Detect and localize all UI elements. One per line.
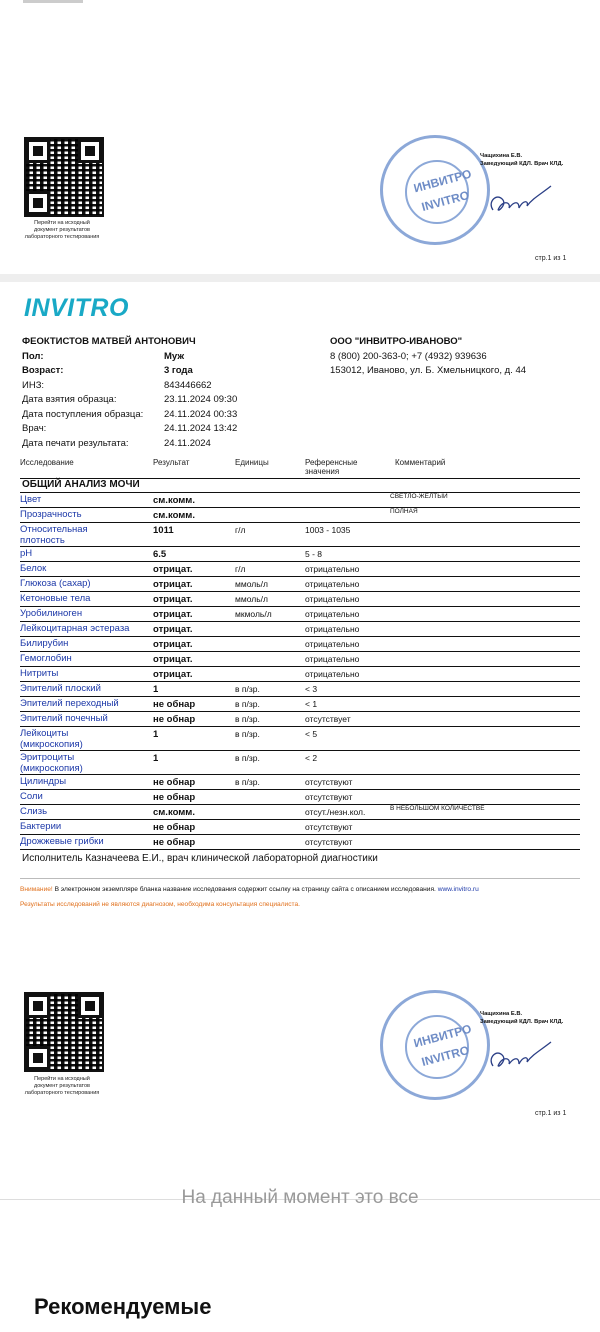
unit-value: в п/зр. (235, 777, 260, 787)
table-row (20, 652, 580, 667)
notice-block (20, 882, 590, 912)
invitro-link[interactable]: www.invitro.ru (437, 886, 479, 893)
test-name-link[interactable]: Эритроциты (микроскопия) (20, 752, 83, 774)
reference-value: отрицательно (305, 669, 360, 679)
result-value: не обнар (153, 699, 196, 710)
table-row (20, 607, 580, 622)
test-name-link[interactable]: pH (20, 548, 33, 559)
comment-value: СВЕТЛО-ЖЕЛТЫЙ (390, 493, 448, 500)
test-name-link[interactable]: Относительная плотность (20, 524, 88, 546)
reference-value: 1003 - 1035 (305, 525, 351, 535)
reference-value: отрицательно (305, 579, 360, 589)
reference-value: < 3 (305, 684, 318, 694)
header-ref: Референсные значения (305, 458, 358, 476)
test-name-link[interactable]: Прозрачность (20, 509, 82, 520)
result-value: 6.5 (153, 549, 167, 560)
result-value: не обнар (153, 822, 196, 833)
test-name-link[interactable]: Эпителий почечный (20, 713, 108, 724)
test-name-link[interactable]: Цвет (20, 494, 42, 505)
lab-stamp-bottom-icon: ИНВИТРО INVITRO (380, 990, 490, 1100)
unit-value: ммоль/л (235, 579, 268, 589)
comment-value: В НЕБОЛЬШОМ КОЛИЧЕСТВЕ (390, 805, 485, 812)
patient-row-value: 24.11.2024 00:33 (164, 408, 238, 420)
invitro-logo: INVITRO (24, 294, 129, 322)
table-row (20, 712, 580, 727)
qr-caption-bottom: Перейти на исходный документ результатов лабораторного тестирования (24, 1076, 100, 1096)
signature-bottom-icon (485, 1028, 555, 1078)
patient-row-label: Возраст: (22, 365, 64, 376)
performer-line: Исполнитель Казначеева Е.И., врач клинической лабораторной диагностики (22, 853, 378, 864)
signer-block: Чащихина Е.В. Заведующий КДЛ. Врач КЛД. (480, 153, 564, 167)
notice-line2: Результаты исследований не являются диагнозом, необходима консультация специалиста. (20, 901, 300, 908)
patient-row-value: 843446662 (164, 379, 212, 391)
table-row (20, 751, 580, 775)
test-name-link[interactable]: Кетоновые тела (20, 593, 91, 604)
table-row (20, 508, 580, 523)
test-name-link[interactable]: Эпителий плоский (20, 683, 101, 694)
table-row (20, 805, 580, 820)
result-value: отрицат. (153, 624, 193, 635)
qr-caption: Перейти на исходный документ результатов лабораторного тестирования (24, 220, 100, 240)
test-name-link[interactable]: Лейкоциты (микроскопия) (20, 728, 83, 750)
table-row (20, 667, 580, 682)
header-comment: Комментарий (395, 458, 446, 467)
qr-code-bottom-icon[interactable] (24, 992, 104, 1072)
patient-row-value: 23.11.2024 09:30 (164, 394, 238, 405)
page-number-bottom: стр.1 из 1 (535, 1110, 567, 1117)
reference-value: отрицательно (305, 594, 360, 604)
lab-address: 153012, Иваново, ул. Б. Хмельницкого, д. 44 (330, 365, 527, 376)
patient-row-label: Дата поступления образца: (22, 408, 144, 420)
header-test: Исследование (20, 458, 74, 467)
reference-value: < 1 (305, 699, 318, 709)
result-value: отрицат. (153, 594, 193, 605)
lab-block (330, 335, 590, 379)
lab-phone: 8 (800) 200-363-0; +7 (4932) 939636 (330, 350, 487, 362)
result-value: отрицат. (153, 639, 193, 650)
signature-icon (485, 172, 555, 222)
table-row (20, 637, 580, 652)
patient-row-label: Врач: (22, 423, 47, 434)
table-row (20, 790, 580, 805)
end-of-results-text: На данный момент это все (181, 1187, 419, 1208)
test-name-link[interactable]: Слизь (20, 806, 48, 817)
table-row (20, 523, 580, 547)
result-value: отрицат. (153, 654, 193, 665)
test-name-link[interactable]: Дрожжевые грибки (20, 836, 104, 847)
page-separator (0, 274, 600, 282)
table-row (20, 727, 580, 751)
result-value: отрицат. (153, 564, 193, 575)
result-value: 1011 (153, 525, 174, 536)
table-row (20, 820, 580, 835)
table-row (20, 547, 580, 562)
table-row (20, 682, 580, 697)
top-page-fragment (0, 0, 600, 270)
reference-value: отсутствуют (305, 837, 353, 847)
unit-value: в п/зр. (235, 729, 260, 739)
table-row (20, 592, 580, 607)
table-row (20, 775, 580, 790)
test-name-link[interactable]: Глюкоза (сахар) (20, 578, 91, 589)
unit-value: мкмоль/л (235, 609, 272, 619)
reference-value: отрицательно (305, 654, 360, 664)
patient-row-label: ИНЗ: (22, 379, 45, 391)
recommended-heading: Рекомендуемые (34, 1294, 212, 1319)
patient-row (22, 350, 322, 365)
patient-row (22, 379, 322, 394)
patient-row-value: 3 года (164, 365, 193, 376)
result-value: 1 (153, 753, 159, 764)
reference-value: отсутствуют (305, 777, 353, 787)
page-number: стр.1 из 1 (535, 255, 567, 262)
result-value: не обнар (153, 792, 196, 803)
patient-row-label: Пол: (22, 350, 44, 362)
unit-value: в п/зр. (235, 753, 260, 763)
test-name-link[interactable]: Нитриты (20, 668, 59, 679)
table-row (20, 622, 580, 637)
unit-value: в п/зр. (235, 684, 260, 694)
test-name-link[interactable]: Гемоглобин (20, 653, 72, 664)
test-name-link[interactable]: Соли (20, 791, 43, 802)
patient-row-value: 24.11.2024 (164, 437, 211, 449)
result-value: отрицат. (153, 609, 193, 620)
result-value: см.комм. (153, 807, 195, 818)
unit-value: ммоль/л (235, 594, 268, 604)
table-row (20, 697, 580, 712)
patient-row-label: Дата печати результата: (22, 437, 129, 449)
test-name-link[interactable]: Бактерии (20, 821, 62, 832)
patient-row-label: Дата взятия образца: (22, 394, 117, 405)
header-result: Результат (153, 458, 190, 467)
unit-value: в п/зр. (235, 714, 260, 724)
patient-row (22, 408, 322, 423)
unit-value: г/л (235, 564, 246, 574)
test-name-link[interactable]: Уробилиноген (20, 608, 83, 619)
result-value: 1 (153, 729, 159, 740)
patient-row (22, 364, 322, 379)
result-value: 1 (153, 684, 159, 695)
patient-block (22, 335, 322, 451)
result-value: не обнар (153, 777, 196, 788)
reference-value: отсутствуют (305, 822, 353, 832)
test-name-link[interactable]: Цилиндры (20, 776, 67, 787)
result-value: см.комм. (153, 495, 195, 506)
patient-row-value: 24.11.2024 13:42 (164, 423, 238, 434)
patient-row (22, 422, 322, 437)
signer-block-bottom: Чащихина Е.В. Заведующий КДЛ. Врач КЛД. (480, 1011, 564, 1025)
result-value: отрицат. (153, 579, 193, 590)
result-value: не обнар (153, 714, 196, 725)
qr-code-icon[interactable] (24, 137, 104, 217)
patient-row-value: Муж (164, 350, 185, 362)
table-row (20, 577, 580, 592)
unit-value: в п/зр. (235, 699, 260, 709)
reference-value: отсутствуют (305, 792, 353, 802)
reference-value: отсут./незн.кол. (305, 807, 366, 817)
table-row (20, 562, 580, 577)
reference-value: < 5 (305, 729, 318, 739)
reference-value: отрицательно (305, 624, 360, 634)
result-value: см.комм. (153, 510, 195, 521)
table-row (20, 493, 580, 508)
test-name-link[interactable]: Эпителий переходный (20, 698, 119, 709)
test-name-link[interactable]: Билирубин (20, 638, 69, 649)
patient-row (22, 393, 322, 408)
test-name-link[interactable]: Лейкоцитарная эстераза (20, 623, 130, 634)
lab-name: ООО "ИНВИТРО-ИВАНОВО" (330, 336, 463, 347)
reference-value: отрицательно (305, 639, 360, 649)
reference-value: отрицательно (305, 609, 360, 619)
reference-value: отсутствует (305, 714, 351, 724)
notice-warning: Внимание! (20, 886, 53, 893)
lab-stamp-icon: ИНВИТРО INVITRO (380, 135, 490, 245)
result-value: не обнар (153, 837, 196, 848)
table-row (20, 835, 580, 850)
comment-value: ПОЛНАЯ (390, 508, 418, 515)
reference-value: отрицательно (305, 564, 360, 574)
test-name-link[interactable]: Белок (20, 563, 47, 574)
patient-row (22, 437, 322, 452)
header-units: Единицы (235, 458, 269, 467)
result-value: отрицат. (153, 669, 193, 680)
patient-name: ФЕОКТИСТОВ МАТВЕЙ АНТОНОВИЧ (22, 336, 196, 347)
reference-value: < 2 (305, 753, 318, 763)
table-header (20, 458, 580, 480)
notice-text: В электронном экземпляре бланка название исследования содержит ссылку на страницу сайта с описанием исследования. (52, 886, 436, 893)
reference-value: 5 - 8 (305, 549, 323, 559)
unit-value: г/л (235, 525, 246, 535)
section-title: ОБЩИЙ АНАЛИЗ МОЧИ (22, 479, 140, 490)
